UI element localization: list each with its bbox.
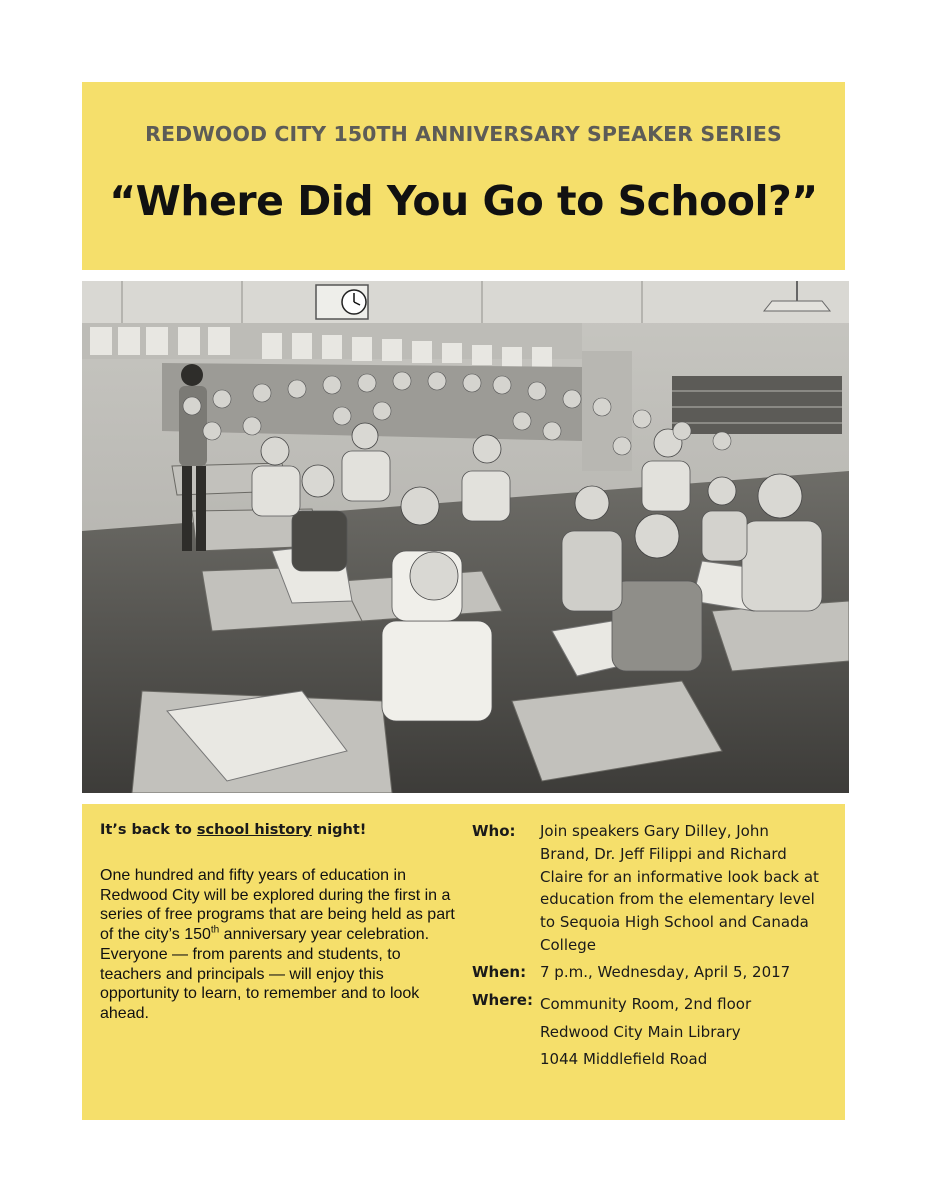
where-value <box>540 991 751 1074</box>
who-line: Brand, Dr. Jeff Filippi and Richard <box>540 844 787 863</box>
tagline <box>100 822 366 838</box>
description-part2: anniversary year celebration. Everyone — from parents and students, to teachers and principals — will enjoy this opportunity to learn, to remember and to look ahead. <box>100 926 430 1022</box>
event-headline: “Where Did You Go to School?” <box>109 177 818 225</box>
tagline-underlined: school history <box>196 822 312 838</box>
description-part1: One hundred and fifty years of education in Redwood City will be explored during the first in a series of free programs that are being held as part of the city’s 150 <box>100 867 455 944</box>
when-value: 7 p.m., Wednesday, April 5, 2017 <box>540 963 791 981</box>
who-value <box>540 820 840 957</box>
who-line: to Sequoia High School and Canada <box>540 913 809 932</box>
where-label: Where: <box>472 991 533 1009</box>
who-line: Claire for an informative look back at <box>540 867 819 886</box>
classroom-photo <box>82 281 849 793</box>
who-line: Join speakers Gary Dilley, John <box>540 822 769 840</box>
when-label: When: <box>472 963 527 981</box>
title-banner <box>82 82 845 270</box>
description-ordinal: th <box>210 924 220 936</box>
event-details <box>82 804 845 1120</box>
where-line: Community Room, 2nd floor <box>540 995 752 1013</box>
series-title: REDWOOD CITY 150TH ANNIVERSARY SPEAKER SERIES <box>145 122 782 146</box>
who-line: College <box>540 935 596 954</box>
who-line: education from the elementary level <box>540 890 815 909</box>
where-line: 1044 Middlefield Road <box>540 1050 708 1068</box>
who-label: Who: <box>472 822 516 840</box>
tagline-prefix: It’s back to <box>100 822 197 838</box>
where-line: Redwood City Main Library <box>540 1022 741 1041</box>
tagline-suffix: night! <box>311 822 367 838</box>
event-description <box>100 866 455 1024</box>
